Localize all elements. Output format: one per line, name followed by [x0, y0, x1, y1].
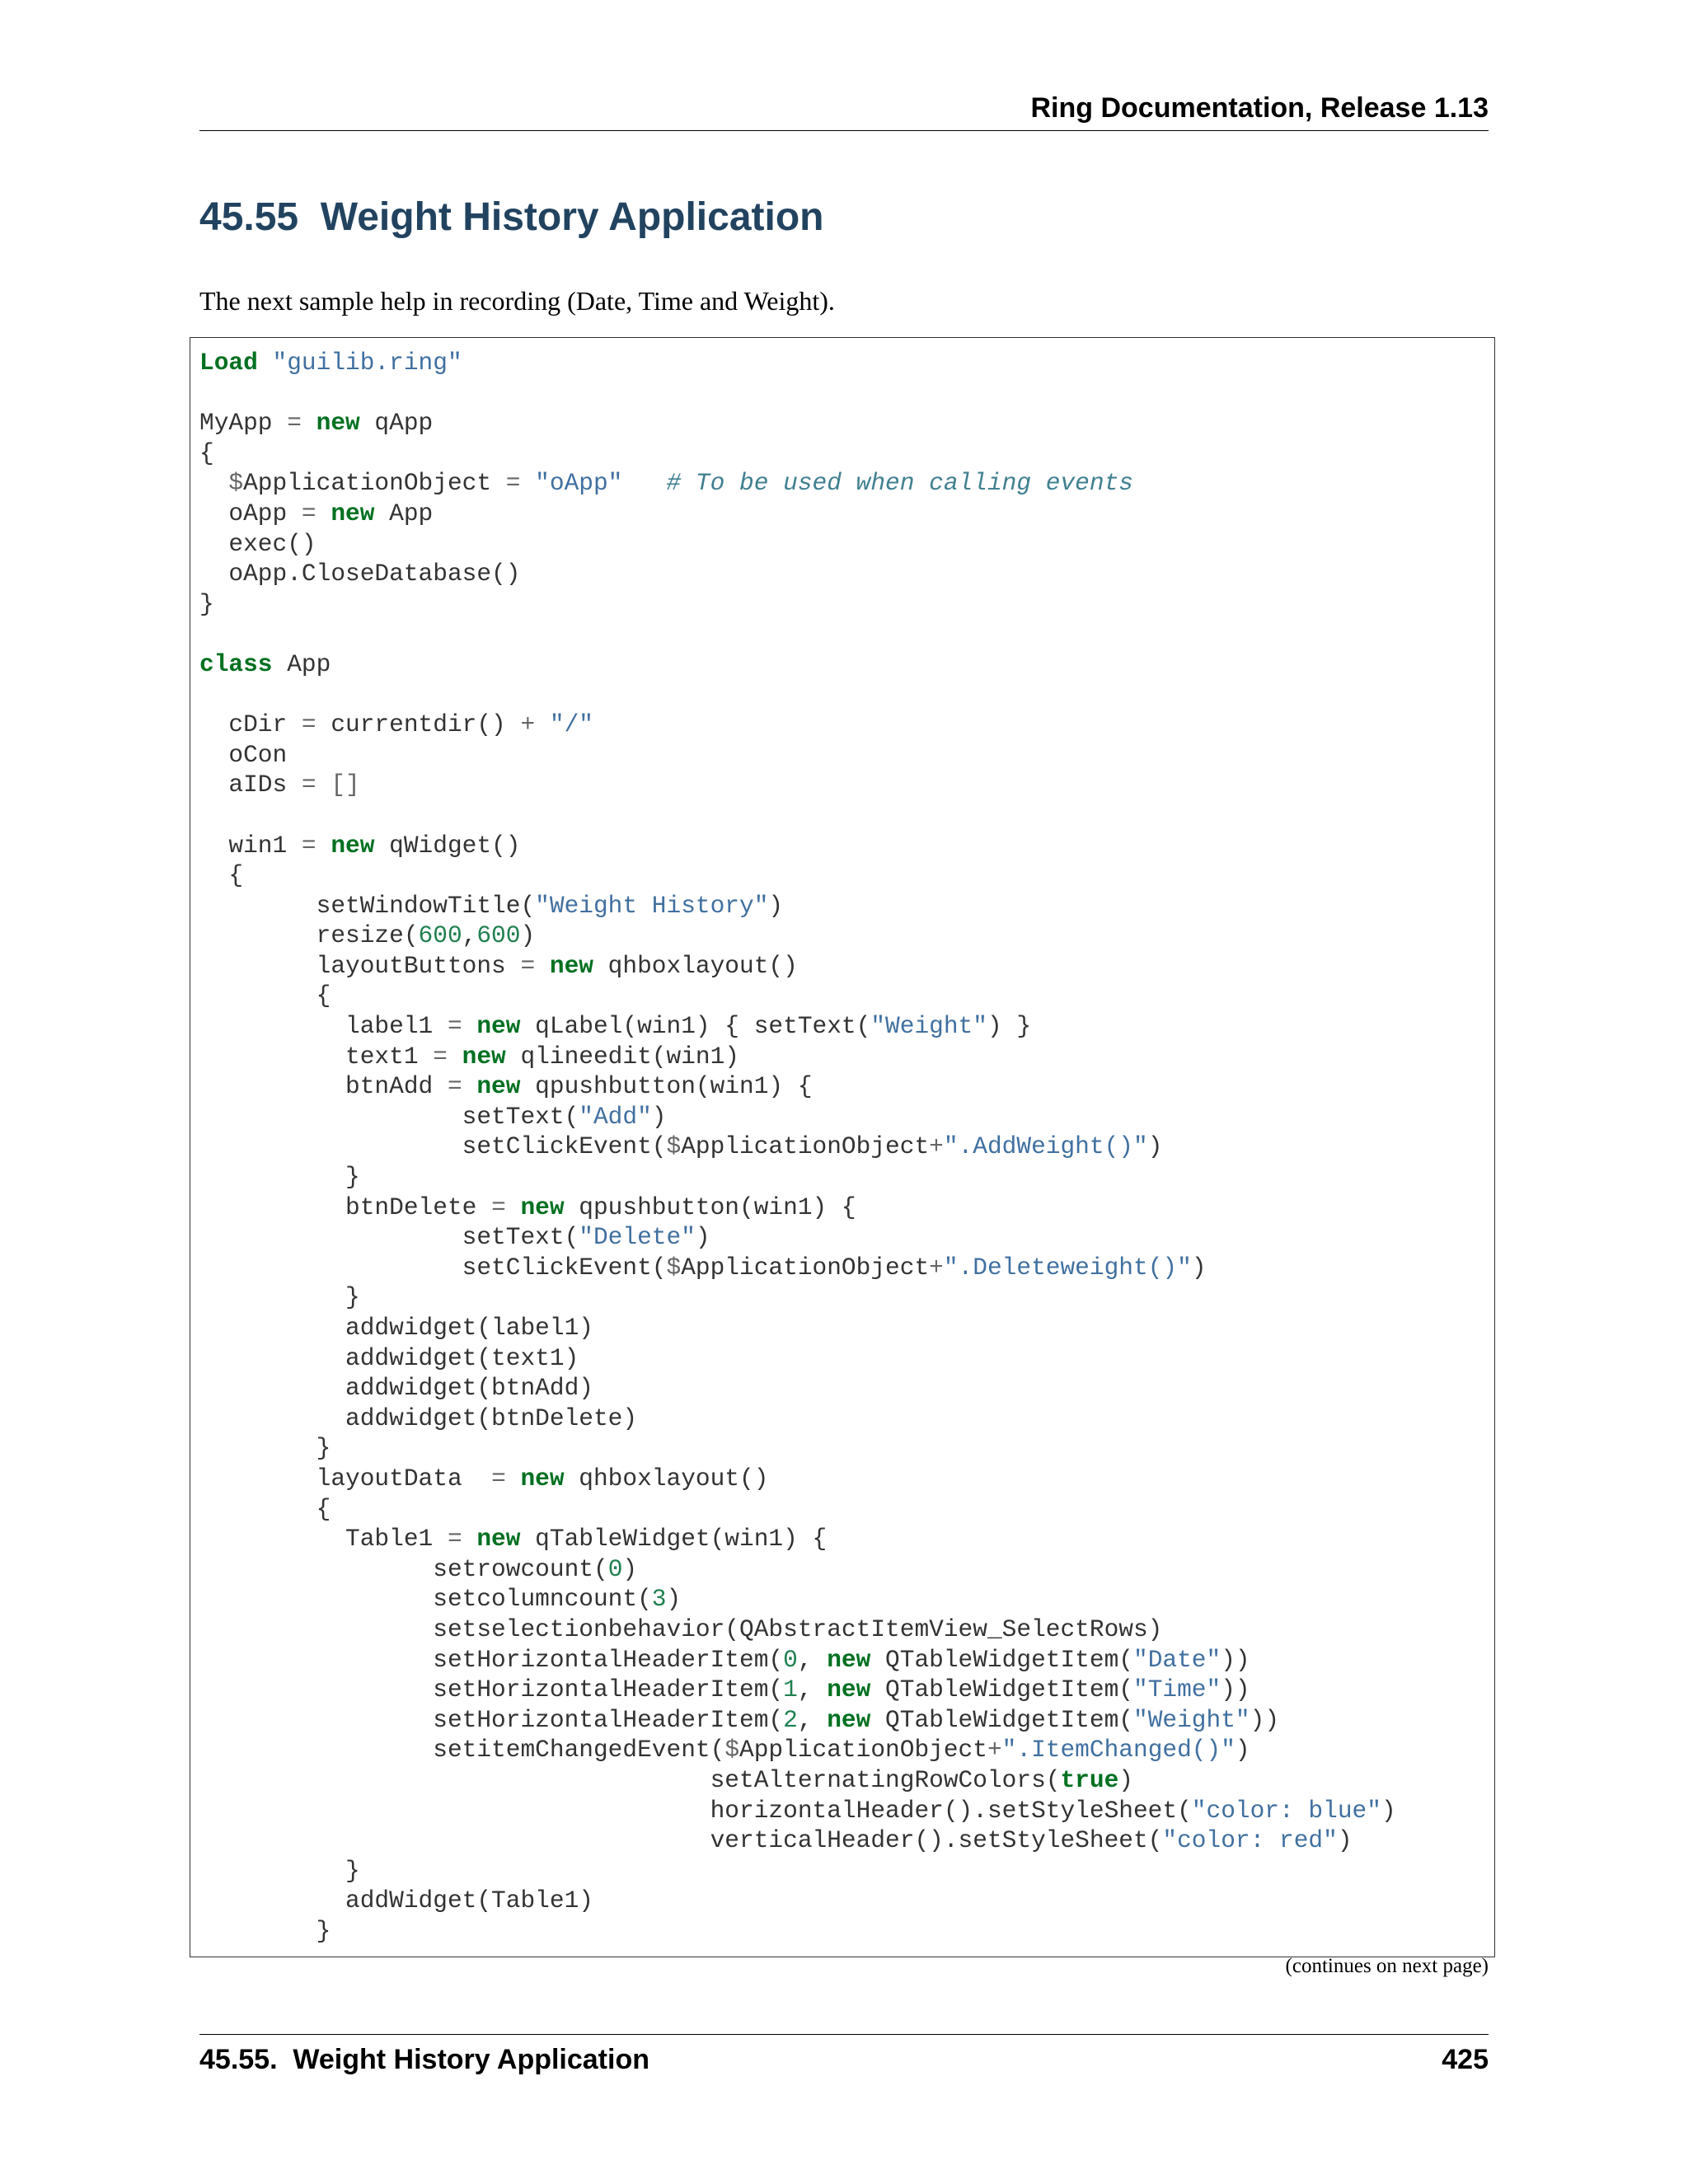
code-line: [199, 649, 1396, 680]
code-token: MyApp: [199, 409, 288, 438]
code-line: [199, 1584, 1396, 1615]
code-token: )): [1221, 1645, 1250, 1674]
header-rule: [199, 130, 1489, 131]
code-line: [199, 438, 1396, 469]
code-token: "/": [549, 710, 593, 739]
code-token: setitemChangedEvent(: [199, 1736, 725, 1765]
code-token: [506, 1465, 521, 1493]
code-token: setClickEvent(: [199, 1253, 667, 1282]
code-token: ): [1235, 1736, 1250, 1765]
code-token: ,: [797, 1645, 828, 1674]
code-line: [199, 1102, 1396, 1132]
code-token: }: [199, 1283, 360, 1312]
code-token: qpushbutton(win1) {: [564, 1193, 856, 1221]
code-token: qWidget(): [374, 831, 521, 860]
code-line: [199, 770, 1396, 800]
code-token: {: [199, 982, 331, 1010]
code-token: =: [491, 1193, 506, 1221]
code-listing: [199, 348, 1396, 1946]
code-line: [199, 1162, 1396, 1193]
code-token: 3: [651, 1585, 667, 1614]
code-token: oApp: [199, 499, 302, 527]
code-token: [302, 409, 316, 437]
code-token: true: [1060, 1765, 1119, 1794]
code-line: [199, 1343, 1396, 1374]
code-token: new: [827, 1645, 871, 1674]
code-token: 2: [783, 1705, 798, 1734]
code-token: setHorizontalHeaderItem(: [199, 1705, 784, 1734]
code-token: ".ItemChanged()": [1001, 1736, 1236, 1765]
code-token: layoutButtons: [199, 951, 521, 980]
code-line: [199, 1615, 1396, 1645]
code-token: qlineedit(win1): [505, 1042, 740, 1071]
code-token: text1: [199, 1042, 434, 1071]
code-token: ): [1381, 1796, 1396, 1825]
code-line: [199, 499, 1396, 529]
code-token: [506, 1193, 521, 1221]
code-token: =: [301, 710, 316, 739]
code-token: setWindowTitle(: [199, 891, 536, 920]
code-token: addwidget(btnDelete): [199, 1404, 638, 1432]
code-token: [316, 499, 331, 527]
code-token: =: [447, 1525, 462, 1554]
code-token: QTableWidgetItem(: [870, 1675, 1133, 1704]
code-token: 600: [476, 921, 521, 950]
code-token: ,: [797, 1675, 828, 1704]
code-token: [520, 469, 535, 497]
code-line: [199, 1675, 1396, 1705]
code-token: new: [476, 1525, 521, 1554]
code-token: oApp.CloseDatabase(): [199, 560, 521, 588]
code-line: [199, 1313, 1396, 1343]
code-token: class: [199, 649, 273, 678]
code-token: ApplicationObject: [681, 1132, 930, 1161]
code-line: [199, 1765, 1396, 1796]
code-token: btnDelete: [199, 1193, 492, 1221]
code-line: [199, 1404, 1396, 1434]
code-token: [535, 952, 550, 980]
code-token: 600: [418, 921, 462, 950]
code-token: qTableWidget(win1) {: [520, 1525, 828, 1554]
code-token: addwidget(text1): [199, 1343, 579, 1372]
code-token: {: [199, 861, 244, 890]
code-line: [199, 529, 1396, 560]
code-token: =: [505, 469, 521, 498]
code-token: new: [462, 1042, 506, 1071]
code-token: qpushbutton(win1) {: [520, 1072, 813, 1101]
code-token: =: [287, 409, 302, 438]
code-token: qhboxlayout(): [564, 1464, 769, 1493]
code-line: [199, 1373, 1396, 1404]
code-token: ): [1147, 1132, 1163, 1161]
code-line: [199, 1494, 1396, 1525]
code-line: [199, 921, 1396, 951]
code-token: "oApp": [535, 469, 623, 498]
code-line: [199, 1886, 1396, 1916]
code-token: new: [476, 1012, 521, 1041]
code-token: 1: [783, 1675, 798, 1704]
code-token: ): [695, 1223, 710, 1252]
code-token: currentdir(): [316, 710, 521, 739]
code-line: [199, 408, 1396, 438]
code-token: new: [520, 1193, 565, 1221]
code-token: Load: [199, 349, 258, 377]
continues-note: (continues on next page): [1285, 1955, 1489, 1977]
code-token: ): [622, 1554, 638, 1583]
code-token: +: [929, 1253, 944, 1282]
code-token: label1: [199, 1012, 448, 1041]
code-token: {: [199, 438, 214, 467]
code-token: [316, 832, 331, 860]
code-token: ): [1191, 1253, 1207, 1282]
section-title: 45.55 Weight History Application: [199, 195, 824, 239]
code-line: [199, 800, 1396, 831]
code-token: =: [447, 1072, 462, 1101]
code-token: "guilib.ring": [272, 349, 462, 377]
code-token: 0: [783, 1645, 798, 1674]
code-token: layoutData: [199, 1464, 492, 1493]
code-token: setselectionbehavior(QAbstractItemView_SelectRows): [199, 1615, 1163, 1643]
code-line: [199, 1916, 1396, 1947]
code-line: [199, 1132, 1396, 1162]
code-line: [199, 981, 1396, 1011]
footer-section-title: 45.55. Weight History Application: [199, 2044, 649, 2075]
code-token: App: [272, 649, 331, 678]
code-line: [199, 378, 1396, 409]
code-line: [199, 468, 1396, 499]
page-number: 425: [1442, 2044, 1489, 2075]
code-token: =: [520, 951, 536, 980]
code-token: [462, 1072, 477, 1100]
code-token: exec(): [199, 529, 316, 558]
code-token: QTableWidgetItem(: [870, 1645, 1133, 1674]
code-token: new: [316, 409, 360, 438]
code-token: new: [520, 1464, 565, 1493]
code-token: +: [929, 1132, 944, 1161]
code-line: [199, 1856, 1396, 1886]
code-token: +: [987, 1736, 1002, 1765]
code-token: =: [491, 1464, 506, 1493]
code-token: cDir: [199, 710, 302, 739]
code-token: addwidget(label1): [199, 1314, 593, 1342]
code-line: [199, 1011, 1396, 1042]
code-token: new: [331, 499, 375, 527]
code-token: win1: [199, 831, 302, 860]
code-token: verticalHeader().setStyleSheet(: [199, 1826, 1163, 1855]
code-line: [199, 1282, 1396, 1313]
code-token: [462, 1525, 477, 1553]
code-token: 0: [607, 1554, 623, 1583]
code-token: ApplicationObject: [739, 1736, 987, 1765]
code-line: [199, 710, 1396, 740]
code-token: resize(: [199, 921, 419, 950]
code-token: ,: [797, 1705, 828, 1734]
code-token: []: [331, 771, 360, 799]
code-line: [199, 1433, 1396, 1464]
code-token: }: [199, 1163, 360, 1192]
code-token: App: [374, 499, 434, 527]
code-token: ApplicationObject: [681, 1253, 930, 1282]
code-token: qhboxlayout(): [593, 951, 798, 980]
code-token: "Weight History": [535, 891, 769, 920]
code-token: ): [768, 891, 784, 920]
code-token: [448, 1043, 462, 1071]
intro-paragraph: The next sample help in recording (Date, Time and Weight).: [199, 286, 835, 316]
code-token: [199, 469, 228, 497]
code-token: ): [1337, 1826, 1353, 1855]
code-line: [199, 1705, 1396, 1736]
code-token: "color: blue": [1191, 1796, 1381, 1825]
code-line: [199, 680, 1396, 710]
code-token: new: [827, 1705, 871, 1734]
code-line: [199, 951, 1396, 982]
code-token: [462, 1012, 477, 1040]
code-token: [535, 710, 550, 738]
code-token: Table1: [199, 1525, 448, 1554]
code-token: ): [1118, 1765, 1133, 1794]
code-block: [190, 337, 1495, 1957]
code-token: ,: [462, 921, 477, 950]
code-line: [199, 1796, 1396, 1826]
code-token: aIDs: [199, 771, 302, 799]
code-line: [199, 1554, 1396, 1585]
code-token: "Delete": [579, 1223, 696, 1252]
code-token: qLabel(win1) { setText(: [520, 1012, 871, 1041]
code-line: [199, 831, 1396, 861]
code-token: setHorizontalHeaderItem(: [199, 1645, 784, 1674]
code-token: horizontalHeader().setStyleSheet(: [199, 1796, 1192, 1825]
code-line: [199, 348, 1396, 378]
code-token: $: [666, 1132, 682, 1161]
code-line: [199, 1645, 1396, 1675]
code-line: [199, 619, 1396, 649]
code-token: $: [666, 1253, 682, 1282]
code-token: # To be used when calling events: [666, 469, 1133, 498]
code-token: setText(: [199, 1223, 579, 1252]
code-line: [199, 860, 1396, 891]
code-token: ): [651, 1102, 667, 1131]
code-token: ): [666, 1585, 682, 1614]
code-token: =: [433, 1042, 448, 1071]
code-token: qApp: [359, 409, 434, 438]
code-token: }: [199, 1434, 331, 1463]
code-token: addwidget(btnAdd): [199, 1374, 593, 1403]
code-token: ): [520, 921, 536, 950]
code-token: new: [331, 831, 375, 860]
code-token: }: [199, 1856, 360, 1885]
code-token: ) }: [987, 1012, 1032, 1041]
code-token: "Weight": [870, 1012, 987, 1041]
code-token: )): [1250, 1705, 1280, 1734]
code-token: )): [1221, 1675, 1250, 1704]
code-token: }: [199, 589, 214, 618]
code-token: ".AddWeight()": [943, 1132, 1148, 1161]
code-line: [199, 1071, 1396, 1102]
code-token: +: [520, 710, 536, 739]
code-token: oCon: [199, 740, 288, 769]
code-token: ApplicationObject: [243, 469, 506, 498]
code-line: [199, 891, 1396, 921]
code-token: [622, 469, 666, 497]
code-token: setHorizontalHeaderItem(: [199, 1675, 784, 1704]
code-token: [258, 349, 273, 377]
code-token: setAlternatingRowColors(: [199, 1765, 1061, 1794]
code-token: }: [199, 1916, 331, 1945]
code-token: "color: red": [1162, 1826, 1338, 1855]
code-token: new: [549, 951, 593, 980]
code-line: [199, 1735, 1396, 1765]
code-line: [199, 559, 1396, 589]
code-line: [199, 1042, 1396, 1072]
code-token: new: [827, 1675, 871, 1704]
code-line: [199, 740, 1396, 771]
code-line: [199, 589, 1396, 620]
code-token: [316, 771, 331, 799]
code-token: "Add": [579, 1102, 652, 1131]
code-line: [199, 1524, 1396, 1554]
code-token: =: [447, 1012, 462, 1041]
code-token: =: [301, 831, 316, 860]
code-line: [199, 1825, 1396, 1856]
code-token: new: [476, 1072, 521, 1101]
code-token: setrowcount(: [199, 1554, 608, 1583]
code-token: {: [199, 1494, 331, 1523]
code-line: [199, 1193, 1396, 1223]
code-token: "Time": [1133, 1675, 1221, 1704]
running-header: Ring Documentation, Release 1.13: [1030, 92, 1489, 124]
code-token: "Date": [1133, 1645, 1221, 1674]
code-token: setClickEvent(: [199, 1132, 667, 1161]
code-token: ".Deleteweight()": [943, 1253, 1192, 1282]
code-token: btnAdd: [199, 1072, 448, 1101]
code-token: setcolumncount(: [199, 1585, 652, 1614]
footer-rule: [199, 2034, 1489, 2035]
code-token: $: [228, 469, 244, 498]
code-token: "Weight": [1133, 1705, 1250, 1734]
code-token: QTableWidgetItem(: [870, 1705, 1133, 1734]
code-token: addWidget(Table1): [199, 1886, 593, 1915]
code-token: =: [301, 771, 316, 799]
code-token: setText(: [199, 1102, 579, 1131]
code-line: [199, 1253, 1396, 1283]
code-line: [199, 1464, 1396, 1494]
code-token: =: [301, 499, 316, 527]
code-line: [199, 1222, 1396, 1253]
code-token: $: [724, 1736, 740, 1765]
